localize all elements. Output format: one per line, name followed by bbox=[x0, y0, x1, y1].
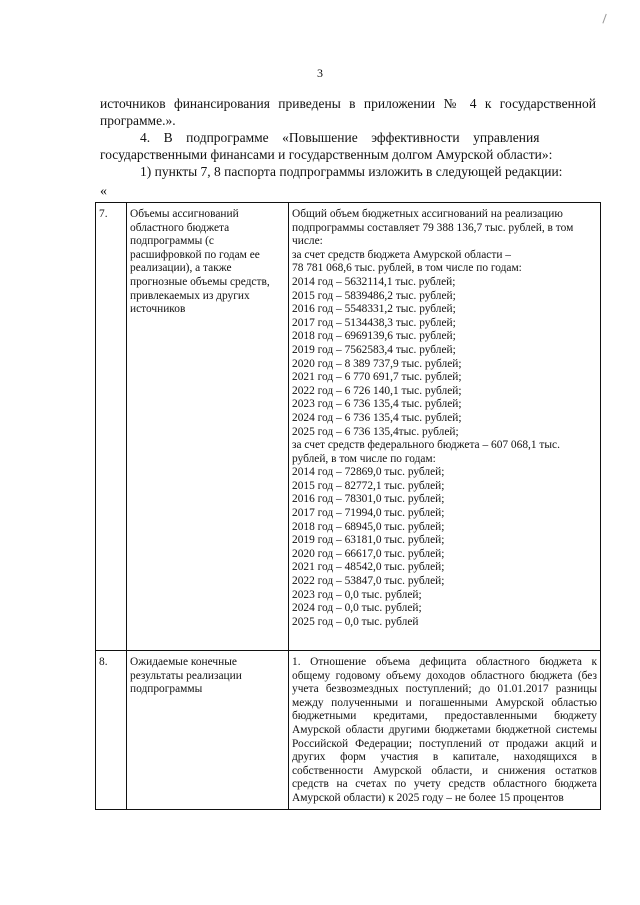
row-7-line: 2021 год – 48542,0 тыс. рублей; bbox=[292, 561, 445, 574]
row-7-line: 2018 год – 6969139,6 тыс. рублей; bbox=[292, 330, 456, 343]
item-4-line-1: 4. В подпрограмме «Повышение эффективности управления bbox=[140, 130, 540, 145]
row-7-line: числе: bbox=[292, 235, 323, 248]
table-row-7 bbox=[96, 203, 601, 651]
row-7-line: подпрограммы составляет 79 388 136,7 тыс. рублей, в том bbox=[292, 221, 574, 234]
row-7-line: 2022 год – 6 726 140,1 тыс. рублей; bbox=[292, 384, 462, 397]
scan-mark bbox=[602, 14, 608, 24]
row-8-content: 1. Отношение объема дефицита областного бюджета к общему годовому объему доходов областного бюджета (без учета безвозмездных поступлений; до 01.01.2017 разницы между полученными и погашенными Амурской областью бюджетными кредитами, предоставленными бюджету Амурской области другими бюджетами бюджетной системы Российской Федерации; поступлений от продажи акций и других форм участия в капитале, находящихся в собственности Амурской области, и снижения остатков средств на счетах по учету средств областного бюджета Амурской области) к 2025 году – не более 15 процентов bbox=[289, 651, 601, 810]
item-4-line-2: государственными финансами и государственным долгом Амурской области»: bbox=[100, 147, 553, 162]
subprogram-passport-table bbox=[95, 202, 601, 810]
page-number: 3 bbox=[317, 66, 323, 80]
row-7-line: 2022 год – 53847,0 тыс. рублей; bbox=[292, 575, 445, 588]
row-7-lines bbox=[292, 208, 597, 629]
row-7-line: за счет средств федерального бюджета – 607 068,1 тыс. bbox=[292, 439, 560, 452]
row-7-title: Объемы ассигнований областного бюджета подпрограммы (с расшифровкой по годам ее реализации), а также прогнозные объемы средств, привлекаемых из других источников bbox=[127, 203, 289, 651]
row-7-line: 2017 год – 71994,0 тыс. рублей; bbox=[292, 507, 445, 520]
row-7-line: 2023 год – 0,0 тыс. рублей; bbox=[292, 588, 422, 601]
intro-line-2: программе.». bbox=[100, 113, 176, 128]
row-7-line: 2024 год – 6 736 135,4 тыс. рублей; bbox=[292, 411, 462, 424]
row-7-line: 2024 год – 0,0 тыс. рублей; bbox=[292, 602, 422, 615]
row-7-number: 7. bbox=[96, 203, 127, 651]
row-8-title: Ожидаемые конечные результаты реализации подпрограммы bbox=[127, 651, 289, 810]
opening-quote: « bbox=[100, 184, 107, 199]
row-7-line: 2016 год – 78301,0 тыс. рублей; bbox=[292, 493, 445, 506]
row-7-line: 2017 год – 5134438,3 тыс. рублей; bbox=[292, 316, 456, 329]
item-4-paragraph bbox=[100, 129, 596, 180]
row-7-line: 2025 год – 6 736 135,4тыс. рублей; bbox=[292, 425, 459, 438]
row-7-line: рублей, в том числе по годам: bbox=[292, 452, 436, 465]
row-7-line: 2019 год – 7562583,4 тыс. рублей; bbox=[292, 343, 456, 356]
row-7-line: Общий объем бюджетных ассигнований на реализацию bbox=[292, 208, 563, 220]
row-7-content bbox=[289, 203, 601, 651]
row-7-line: 2021 год – 6 770 691,7 тыс. рублей; bbox=[292, 371, 462, 384]
row-7-line: 2016 год – 5548331,2 тыс. рублей; bbox=[292, 303, 456, 316]
row-7-line: 2020 год – 66617,0 тыс. рублей; bbox=[292, 547, 445, 560]
row-7-line: за счет средств бюджета Амурской области – bbox=[292, 248, 511, 261]
row-7-line: 2023 год – 6 736 135,4 тыс. рублей; bbox=[292, 398, 462, 411]
row-7-line: 2015 год – 82772,1 тыс. рублей; bbox=[292, 479, 445, 492]
row-7-line: 2019 год – 63181,0 тыс. рублей; bbox=[292, 534, 445, 547]
row-7-line: 78 781 068,6 тыс. рублей, в том числе по годам: bbox=[292, 262, 522, 275]
row-7-line: 2015 год – 5839486,2 тыс. рублей; bbox=[292, 289, 456, 302]
row-7-line: 2014 год – 5632114,1 тыс. рублей; bbox=[292, 275, 456, 288]
row-8-number: 8. bbox=[96, 651, 127, 810]
row-7-line: 2018 год – 68945,0 тыс. рублей; bbox=[292, 520, 445, 533]
item-4-subitem: 1) пункты 7, 8 паспорта подпрограммы изложить в следующей редакции: bbox=[140, 164, 563, 179]
row-7-line: 2020 год – 8 389 737,9 тыс. рублей; bbox=[292, 357, 462, 370]
row-7-line: 2014 год – 72869,0 тыс. рублей; bbox=[292, 466, 445, 479]
row-7-line: 2025 год – 0,0 тыс. рублей bbox=[292, 615, 419, 628]
intro-paragraph bbox=[100, 95, 596, 129]
intro-line-1: источников финансирования приведены в приложении № 4 к государственной bbox=[100, 96, 596, 111]
table-row-8 bbox=[96, 651, 601, 810]
